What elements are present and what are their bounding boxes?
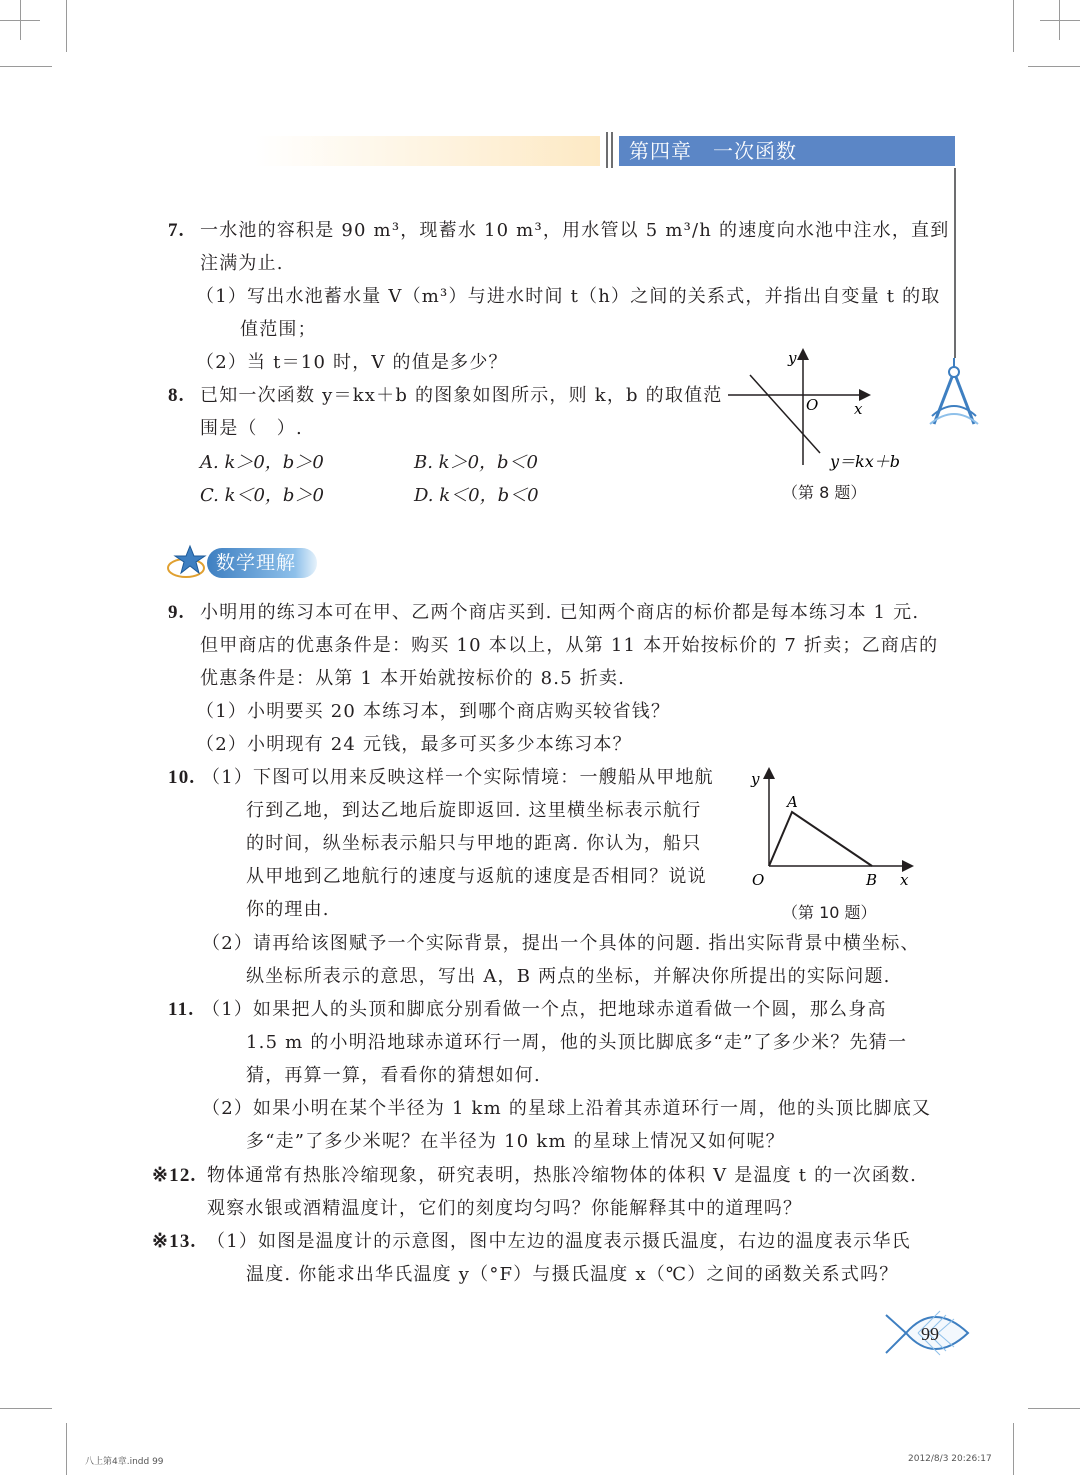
subquestion-text: （1）如果把人的头顶和脚底分别看做一个点，把地球赤道看做一个圆，那么身高	[202, 999, 887, 1020]
function-line	[750, 375, 820, 453]
header-divider	[611, 132, 613, 168]
subquestion-text: （1）写出水池蓄水量 V（m³）与进水时间 t（h）之间的关系式，并指出自变量 t 的取	[196, 286, 941, 307]
star-icon	[166, 542, 210, 582]
subquestion-text: 你的理由.	[246, 899, 330, 920]
subquestion-text: （2）请再给该图赋予一个实际背景，提出一个具体的问题. 指出实际背景中横坐标、	[202, 933, 920, 954]
problem-number: ※13.	[152, 1231, 197, 1252]
subquestion-text: 温度. 你能求出华氏温度 y（°F）与摄氏温度 x（℃）之间的函数关系式吗？	[246, 1264, 899, 1285]
problem-number: 9.	[168, 602, 185, 623]
point-a-label: A	[787, 793, 798, 811]
problem-text: 已知一次函数 y＝kx＋b 的图象如图所示，则 k，b 的取值范	[200, 385, 723, 406]
problem-number: 11.	[168, 999, 195, 1020]
problem-text: 但甲商店的优惠条件是：购买 10 本以上，从第 11 本开始按标价的 7 折卖；乙商店的	[200, 635, 939, 656]
figure-caption: （第 8 题）	[782, 483, 867, 502]
problem-text: 注满为止.	[200, 253, 284, 274]
problem-text: 围是（ ）.	[200, 418, 303, 439]
problem-text: 小明用的练习本可在甲、乙两个商店买到. 已知两个商店的标价都是每本练习本 1 元.	[200, 602, 920, 623]
axis-label-x: x	[900, 871, 909, 889]
origin-label: O	[752, 871, 765, 889]
function-label: y＝kx＋b	[830, 452, 901, 471]
axis-label-x: x	[854, 400, 863, 418]
subquestion-text: （1）下图可以用来反映这样一个实际情境：一艘船从甲地航	[202, 767, 714, 788]
problem-number: ※12.	[152, 1165, 197, 1186]
subquestion-text: 的时间，纵坐标表示船只与甲地的距离. 你认为，船只	[246, 833, 702, 854]
problem-number: 7.	[168, 220, 185, 241]
trip-path	[769, 812, 872, 866]
side-rule	[954, 168, 956, 358]
page-number: 99	[921, 1324, 939, 1344]
compass-icon	[928, 358, 980, 430]
header-gradient-bar	[255, 136, 600, 166]
choice-b: B. k＞0，b＜0	[414, 452, 539, 473]
subquestion-text: 纵坐标所表示的意思，写出 A，B 两点的坐标，并解决你所提出的实际问题.	[246, 966, 891, 987]
subquestion-text: 从甲地到乙地航行的速度与返航的速度是否相同？说说	[246, 866, 707, 887]
point-b-label: B	[866, 871, 878, 889]
subquestion-text: （2）如果小明在某个半径为 1 km 的星球上沿着其赤道环行一周，他的头顶比脚底又	[202, 1098, 932, 1119]
choice-a: A. k＞0，b＞0	[200, 452, 324, 473]
problem-text: 一水池的容积是 90 m³，现蓄水 10 m³，用水管以 5 m³/h 的速度向水池中注水，直到	[200, 220, 950, 241]
problem-number: 10.	[168, 767, 196, 788]
origin-label: O	[806, 396, 819, 414]
choice-d: D. k＜0，b＜0	[414, 485, 539, 506]
choice-c: C. k＜0，b＞0	[200, 485, 324, 506]
problem-text: 优惠条件是：从第 1 本开始就按标价的 8.5 折卖.	[200, 668, 626, 689]
subquestion-text: 行到乙地，到达乙地后旋即返回. 这里横坐标表示航行	[246, 800, 702, 821]
section-title: 数学理解	[216, 552, 297, 574]
figure-caption: （第 10 题）	[782, 903, 877, 922]
footer-timestamp: 2012/8/3 20:26:17	[908, 1454, 992, 1464]
axis-label-y: y	[788, 349, 797, 367]
subquestion-text: （2）小明现有 24 元钱，最多可买多少本练习本？	[196, 734, 632, 755]
subquestion-text: 猜，再算一算，看看你的猜想如何.	[246, 1065, 541, 1086]
figure-10-graph	[735, 762, 920, 892]
problem-text: 观察水银或酒精温度计，它们的刻度均匀吗？你能解释其中的道理吗？	[207, 1198, 803, 1219]
subquestion-text: （1）如图是温度计的示意图，图中左边的温度表示摄氏温度，右边的温度表示华氏	[207, 1231, 911, 1252]
problem-text: 物体通常有热胀冷缩现象，研究表明，热胀冷缩物体的体积 V 是温度 t 的一次函数.	[207, 1165, 918, 1186]
footer-file-info: 八上第4章.indd 99	[85, 1457, 164, 1467]
subquestion-text: （2）当 t＝10 时，V 的值是多少？	[196, 352, 508, 373]
subquestion-text: （1）小明要买 20 本练习本，到哪个商店购买较省钱？	[196, 701, 671, 722]
problem-number: 8.	[168, 385, 185, 406]
axis-label-y: y	[751, 770, 760, 788]
subquestion-text: 多“走”了多少米呢？在半径为 10 km 的星球上情况又如何呢？	[246, 1131, 785, 1152]
chapter-title: 第四章 一次函数	[619, 136, 955, 166]
subquestion-text: 1.5 m 的小明沿地球赤道环行一周，他的头顶比脚底多“走”了多少米？先猜一	[246, 1032, 908, 1053]
subquestion-text: 值范围；	[240, 319, 317, 340]
header-divider	[606, 132, 608, 168]
